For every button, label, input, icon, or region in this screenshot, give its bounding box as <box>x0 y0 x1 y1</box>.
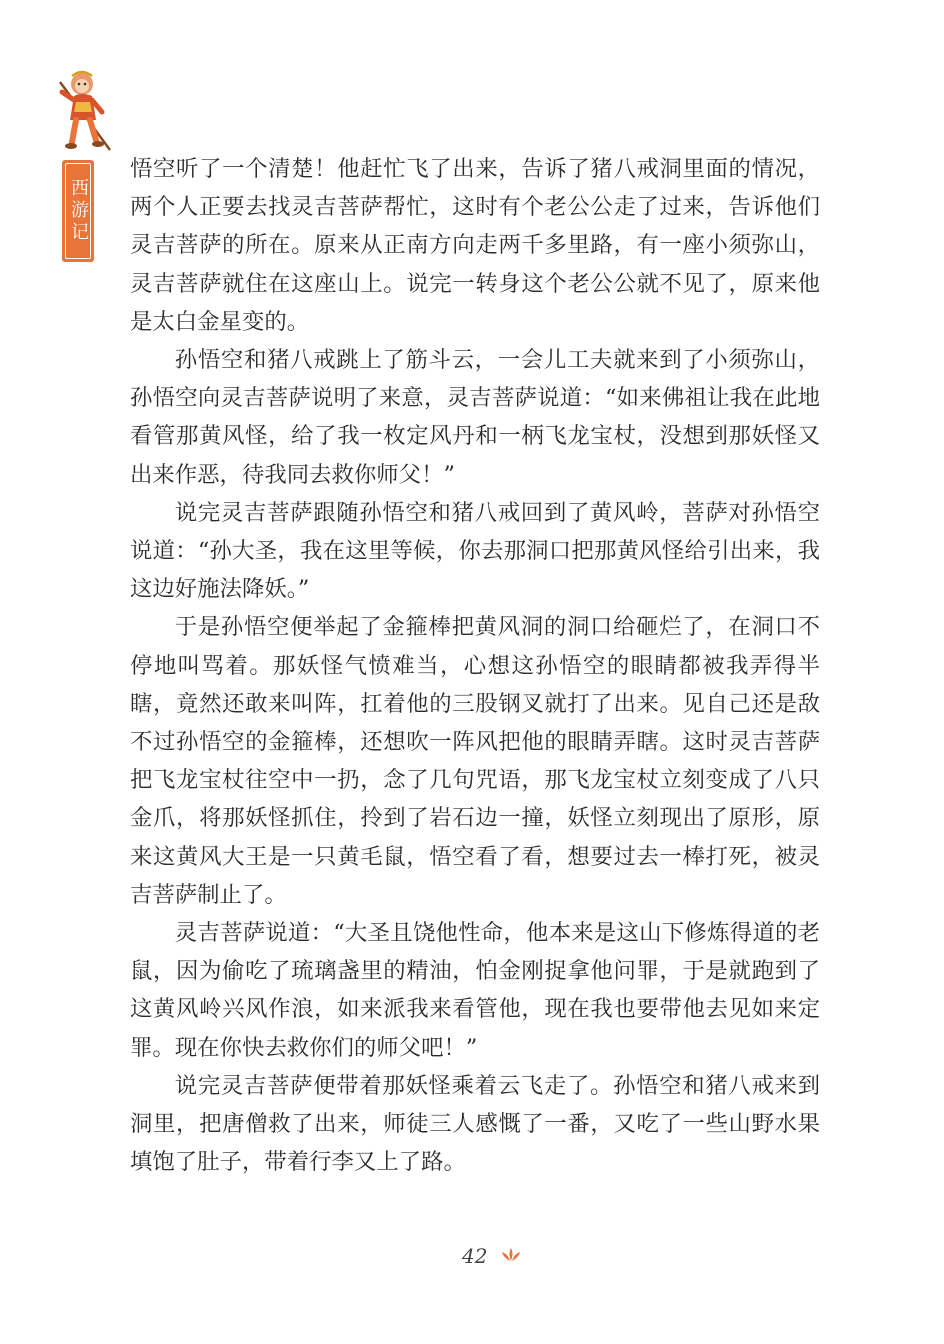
paragraph-2: 孙悟空和猪八戒跳上了筋斗云，一会儿工夫就来到了小须弥山，孙悟空向灵吉菩萨说明了来意，灵吉菩萨说道：“如来佛祖让我在此地看管那黄风怪，给了我一枚定风丹和一柄飞龙宝杖，没想到那妖怪又出来作恶，待我同去救你师父！” <box>130 347 820 488</box>
paragraph-4: 于是孙悟空便举起了金箍棒把黄风洞的洞口给砸烂了，在洞口不停地叫骂着。那妖怪气愤难当，心想这孙悟空的眼睛都被我弄得半瞎，竟然还敢来叫阵，扛着他的三股钢叉就打了出来。见自己还是敌不过孙悟空的金箍棒，还想吹一阵风把他的眼睛弄瞎。这时灵吉菩萨把飞龙宝杖往空中一扔，念了几句咒语，那飞龙宝杖立刻变成了八只金爪，将那妖怪抓住，拎到了岩石边一撞，妖怪立刻现出了原形，原来这黄风大王是一只黄毛鼠，悟空看了看，想要过去一棒打死，被灵吉菩萨制止了。 <box>130 614 820 908</box>
flower-ornament-icon <box>500 1247 522 1263</box>
paragraph-1: 悟空听了一个清楚！他赶忙飞了出来，告诉了猪八戒洞里面的情况，两个人正要去找灵吉菩萨帮忙，这时有个老公公走了过来，告诉他们灵吉菩萨的所在。原来从正南方向走两千多里路，有一座小须弥山，灵吉菩萨就住在这座山上。说完一转身这个老公公就不见了，原来他是太白金星变的。 <box>130 156 820 335</box>
book-title-label: 西游记 <box>68 178 89 244</box>
page-number: 42 <box>462 1244 488 1268</box>
monkey-king-icon <box>52 62 118 154</box>
side-tab-frame <box>65 163 91 259</box>
paragraph-6: 说完灵吉菩萨便带着那妖怪乘着云飞走了。孙悟空和猪八戒来到洞里，把唐僧救了出来，师徒三人感慨了一番，又吃了一些山野水果填饱了肚子，带着行李又上了路。 <box>130 1072 820 1176</box>
page-body <box>130 150 820 1181</box>
chapter-side-tab <box>62 160 94 262</box>
paragraph-5: 灵吉菩萨说道：“大圣且饶他性命，他本来是这山下修炼得道的老鼠，因为偷吃了琉璃盏里的精油，怕金刚捉拿他问罪，于是就跑到了这黄风岭兴风作浪，如来派我来看管他，现在我也要带他去见如来定罪。现在你快去救你们的师父吧！” <box>130 920 820 1061</box>
paragraph-3: 说完灵吉菩萨跟随孙悟空和猪八戒回到了黄风岭，菩萨对孙悟空说道：“孙大圣，我在这里等候，你去那洞口把那黄风怪给引出来，我这边好施法降妖。” <box>130 499 820 603</box>
